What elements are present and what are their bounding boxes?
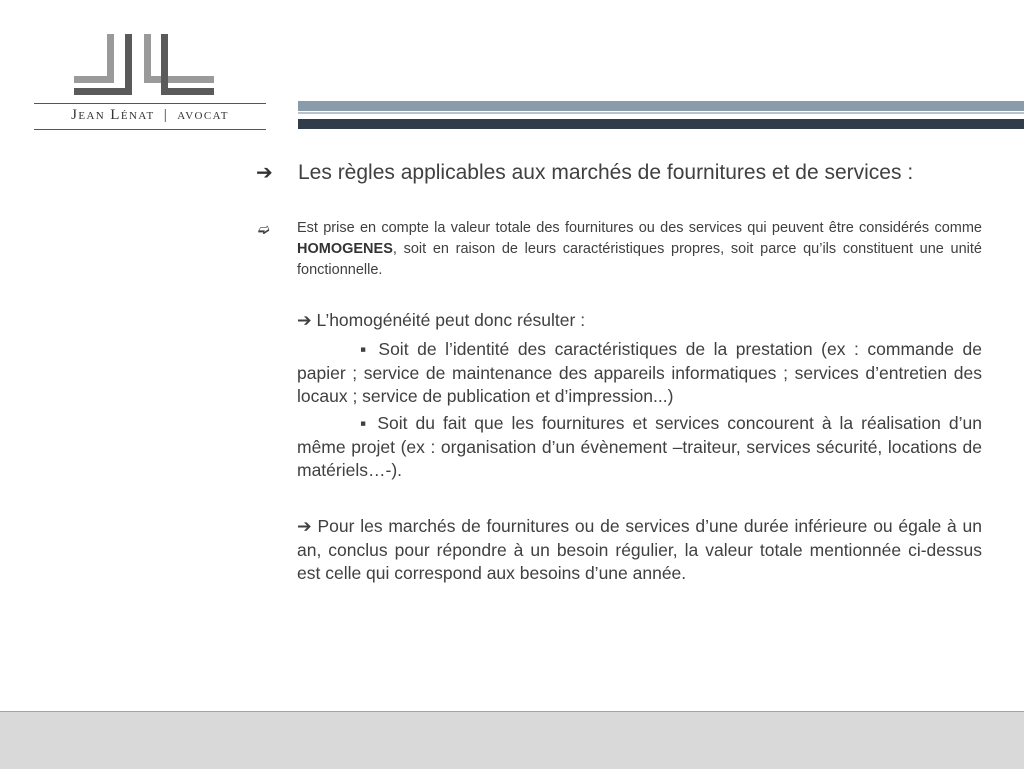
header-stripe-light (298, 101, 1024, 111)
sub-item-2 (297, 412, 982, 483)
homogeneous-emphasis: HOMOGENES (297, 241, 393, 257)
homogeneous-text-end: , soit en raison de leurs caractéristiques propres, soit parce qu’ils constituent une unité fonctionnelle. (297, 241, 982, 278)
logo-bottom-rule (34, 129, 266, 130)
square-bullet-icon: ▪ (360, 339, 370, 359)
arrow-right-icon: ➔ (256, 162, 273, 184)
logo-top-rule (34, 103, 266, 104)
sub-item-2-text: Soit du fait que les fournitures et services concourent à la réalisation d’un même projet (ex : organisation d’un évènement –traiteur, services sécurité, locations de matériels…-). (297, 413, 982, 480)
arrow-right-icon: ➔ (297, 310, 312, 330)
annual-rule-paragraph (297, 515, 982, 586)
header-stripe-rule (298, 112, 1024, 114)
slide-title: Les règles applicables aux marchés de fournitures et de services : (298, 160, 914, 184)
logo-title: avocat (177, 107, 229, 123)
sub-item-1-text: Soit de l’identité des caractéristiques de la prestation (ex : commande de papier ; service de maintenance des appareils informatiques ; services d’entretien des locaux ; service de publication et d’impression...) (297, 339, 982, 406)
logo-mark-icon (74, 32, 214, 98)
footer-band (0, 711, 1024, 769)
arrow-right-icon: ➔ (297, 516, 312, 536)
logo-name: Jean Lénat (71, 107, 155, 123)
logo-wordmark (34, 107, 266, 124)
annual-rule-text: Pour les marchés de fournitures ou de services d’une durée inférieure ou égale à un an, conclus pour répondre à un besoin régulier, la valeur totale mentionnée ci-dessus est celle qui correspond aux besoins d’une année. (297, 516, 982, 583)
square-bullet-icon: ▪ (360, 413, 370, 433)
jean-lenat-logo (34, 32, 268, 134)
logo-separator: | (163, 107, 169, 123)
homogeneous-text-start: Est prise en compte la valeur totale des fournitures ou des services qui peuvent être considérés comme (297, 220, 982, 236)
hollow-arrow-bullet-icon: ➫ (258, 221, 270, 237)
sub-item-1 (297, 338, 982, 409)
homogeneous-paragraph (297, 218, 982, 281)
homogeneity-intro (297, 309, 982, 333)
header-stripe-dark (298, 119, 1024, 129)
slide-title-row (256, 160, 913, 185)
header-stripes (298, 100, 1024, 132)
homogeneity-intro-text: L’homogénéité peut donc résulter : (316, 310, 586, 330)
